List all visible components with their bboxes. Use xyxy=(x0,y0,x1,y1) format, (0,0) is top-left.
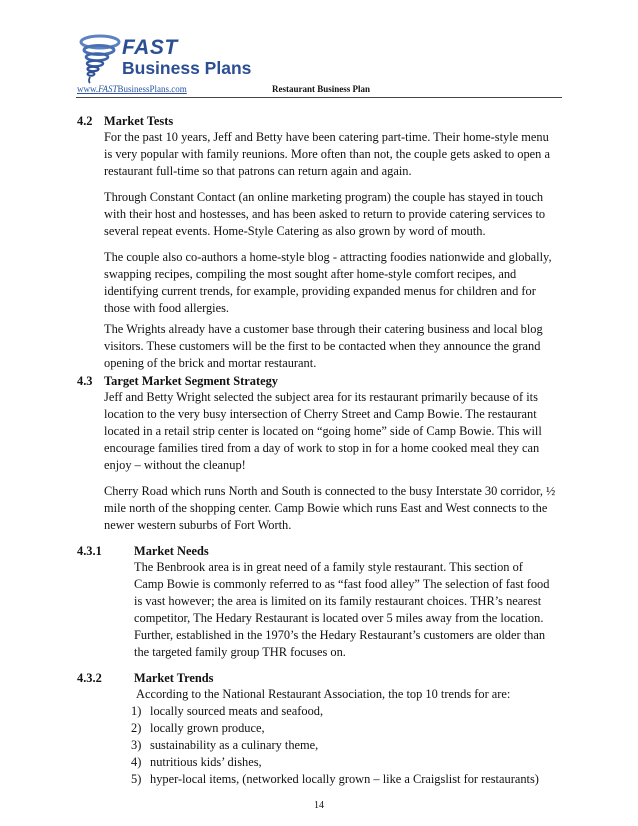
fast-business-plans-logo xyxy=(78,34,252,86)
list-item: hyper-local items, (networked locally grown – like a Craigslist for restaurants) xyxy=(150,772,539,786)
paragraph-line: For the past 10 years, Jeff and Betty have been catering part-time. Their home-style menu xyxy=(104,130,549,144)
list-item-number: 3) xyxy=(131,738,142,752)
paragraph-line: visitors. These customers will be the first to be contacted when they announce the grand xyxy=(104,339,541,353)
paragraph-line: is vast however; the area is limited on its family restaurant choices. THR’s nearest xyxy=(134,594,542,608)
paragraph-line: with their host and hostesses, and has been asked to return to provide catering services to xyxy=(104,207,546,221)
tornado-icon xyxy=(78,34,122,84)
paragraph-line: those with food allergies. xyxy=(104,301,230,315)
section-title-market-needs: Market Needs xyxy=(134,544,209,558)
paragraph-line: Camp Bowie is commonly referred to as “fast food alley” The selection of fast food xyxy=(134,577,550,591)
paragraph-line: mile north of the shopping center. Camp Bowie which runs East and West connects to the xyxy=(104,501,548,515)
page-number: 14 xyxy=(314,800,324,811)
paragraph-line: the targeted family group THR focuses on. xyxy=(134,645,346,659)
paragraph-line: is very popular with family reunions. More often than not, the couple gets asked to open a xyxy=(104,147,550,161)
paragraph-line: swapping recipes, compiling the most sought after home-style comfort recipes, and xyxy=(104,267,517,281)
paragraph-line: newer western suburbs of Fort Worth. xyxy=(104,518,292,532)
document-title: Restaurant Business Plan xyxy=(272,84,371,94)
paragraph-line: Through Constant Contact (an online marketing program) the couple has stayed in touch xyxy=(104,190,544,204)
paragraph-line: The Wrights already have a customer base through their catering business and local blog xyxy=(104,322,543,336)
paragraph-line: opening of the brick and mortar restaurant. xyxy=(104,356,317,370)
list-item: locally grown produce, xyxy=(150,721,265,735)
logo-word-fast: FAST xyxy=(122,36,178,59)
logo-word-business-plans: Business Plans xyxy=(122,58,252,78)
paragraph-line: identifying current trends, for example, providing expanded menus for children and for xyxy=(104,284,536,298)
trends-intro: According to the National Restaurant Association, the top 10 trends for are: xyxy=(136,687,511,701)
section-number-4-3-2: 4.3.2 xyxy=(77,671,102,685)
paragraph-line: located in a retail strip center is located on “going home” side of Camp Bowie. This will xyxy=(104,424,542,438)
paragraph-line: several repeat events. Home-Style Catering as also grown by word of mouth. xyxy=(104,224,486,238)
list-item: locally sourced meats and seafood, xyxy=(150,704,324,718)
list-item-number: 1) xyxy=(131,704,142,718)
list-item-number: 5) xyxy=(131,772,142,786)
paragraph-line: competitor, The Hedary Restaurant is located over 5 miles away from the location. xyxy=(134,611,544,625)
paragraph-line: The Benbrook area is in great need of a family style restaurant. This section of xyxy=(134,560,523,574)
paragraph-line: Cherry Road which runs North and South is connected to the busy Interstate 30 corridor, ½ xyxy=(104,484,556,498)
list-item: nutritious kids’ dishes, xyxy=(150,755,262,769)
list-item: sustainability as a culinary theme, xyxy=(150,738,319,752)
paragraph-line: The couple also co-authors a home-style blog - attracting foodies nationwide and globally, xyxy=(104,250,552,264)
website-link[interactable]: www.FASTBusinessPlans.com xyxy=(77,84,187,94)
section-number-4-2: 4.2 xyxy=(77,114,93,128)
paragraph-line: enjoy – without the cleanup! xyxy=(104,458,246,472)
section-title-market-trends: Market Trends xyxy=(134,671,214,685)
section-title-market-tests: Market Tests xyxy=(104,114,174,128)
header-divider xyxy=(76,97,562,98)
section-number-4-3: 4.3 xyxy=(77,374,93,388)
paragraph-line: Further, established in the 1970’s the Hedary Restaurant’s customers are older than xyxy=(134,628,546,642)
paragraph-line: Jeff and Betty Wright selected the subject area for its restaurant primarily because of its xyxy=(104,390,538,404)
list-item-number: 2) xyxy=(131,721,142,735)
section-title-target-market: Target Market Segment Strategy xyxy=(104,374,278,388)
section-number-4-3-1: 4.3.1 xyxy=(77,544,102,558)
paragraph-line: restaurant full-time so that patrons can return again and again. xyxy=(104,164,412,178)
paragraph-line: location to the very busy intersection of Cherry Street and Camp Bowie. The restaurant xyxy=(104,407,537,421)
paragraph-line: encourage families tired from a day of work to stop in for a home cooked meal they can xyxy=(104,441,540,455)
list-item-number: 4) xyxy=(131,755,142,769)
